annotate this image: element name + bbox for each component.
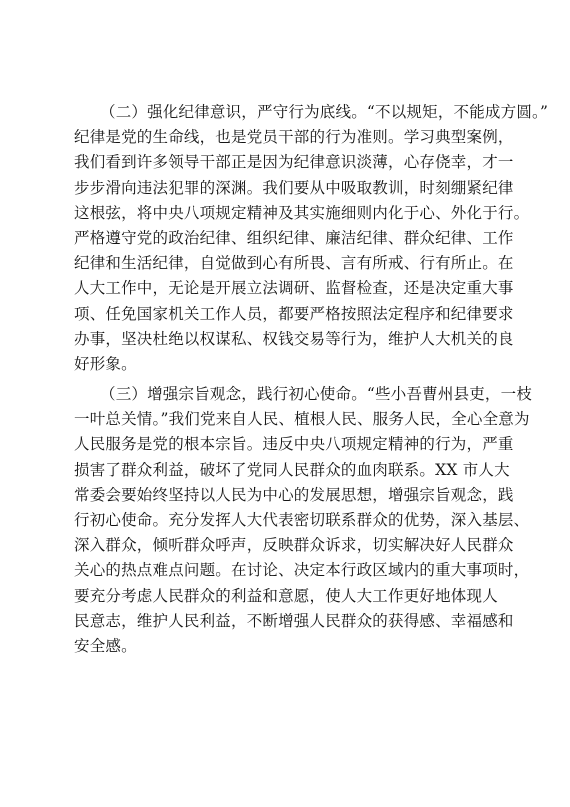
paragraph-line: 纪律和生活纪律，自觉做到心有所畏、言有所戒、行有所止。在 xyxy=(74,254,514,273)
paragraph-line: 人民服务是党的根本宗旨。违反中央八项规定精神的行为，严重 xyxy=(74,435,514,454)
paragraph-line: 纪律是党的生命线，也是党员干部的行为准则。学习典型案例， xyxy=(74,128,514,147)
paragraph-line: 要充分考虑人民群众的利益和意愿，使人大工作更好地体现人 xyxy=(74,586,498,605)
paragraph-purpose xyxy=(74,382,533,659)
paragraph-line: 一叶总关情。”我们党来自人民、植根人民、服务人民，全心全意为 xyxy=(74,410,530,429)
paragraph-line: 好形象。 xyxy=(74,354,137,373)
paragraph-line: 人大工作中，无论是开展立法调研、监督检查，还是决定重大事 xyxy=(74,279,514,298)
paragraph-line: （三）增强宗旨观念，践行初心使命。“些小吾曹州县吏，一枝 xyxy=(100,385,533,404)
paragraph-line: （二）强化纪律意识，严守行为底线。“不以规矩，不能成方圆。” xyxy=(100,103,549,121)
paragraph-line: 严格遵守党的政治纪律、组织纪律、廉洁纪律、群众纪律、工作 xyxy=(74,228,514,247)
paragraph-line: 深入群众，倾听群众呼声，反映群众诉求，切实解决好人民群众 xyxy=(74,536,514,555)
paragraph-discipline xyxy=(74,100,549,377)
paragraph-line: 安全感。 xyxy=(74,636,137,655)
paragraph-line: 行初心使命。充分发挥人大代表密切联系群众的优势，深入基层、 xyxy=(74,511,530,529)
paragraph-line: 民意志，维护人民利益，不断增强人民群众的获得感、幸福感和 xyxy=(74,611,514,630)
paragraph-line: 项、任免国家机关工作人员，都要严格按照法定程序和纪律要求 xyxy=(74,304,514,323)
paragraph-line: 这根弦，将中央八项规定精神及其实施细则内化于心、外化于行。 xyxy=(74,203,530,222)
paragraph-line: 办事，坚决杜绝以权谋私、权钱交易等行为，维护人大机关的良 xyxy=(74,329,514,348)
paragraph-line: 常委会要始终坚持以人民为中心的发展思想，增强宗旨观念，践 xyxy=(74,485,514,504)
paragraph-line: 步步滑向违法犯罪的深渊。我们要从中吸取教训，时刻绷紧纪律 xyxy=(74,178,514,197)
paragraph-line: 我们看到许多领导干部正是因为纪律意识淡薄，心存侥幸，才一 xyxy=(74,153,514,172)
paragraph-line: 损害了群众利益，破坏了党同人民群众的血肉联系。XX 市人大 xyxy=(74,460,510,479)
paragraph-line: 关心的热点难点问题。在讨论、决定本行政区域内的重大事项时， xyxy=(74,561,530,580)
document-body xyxy=(74,100,549,659)
